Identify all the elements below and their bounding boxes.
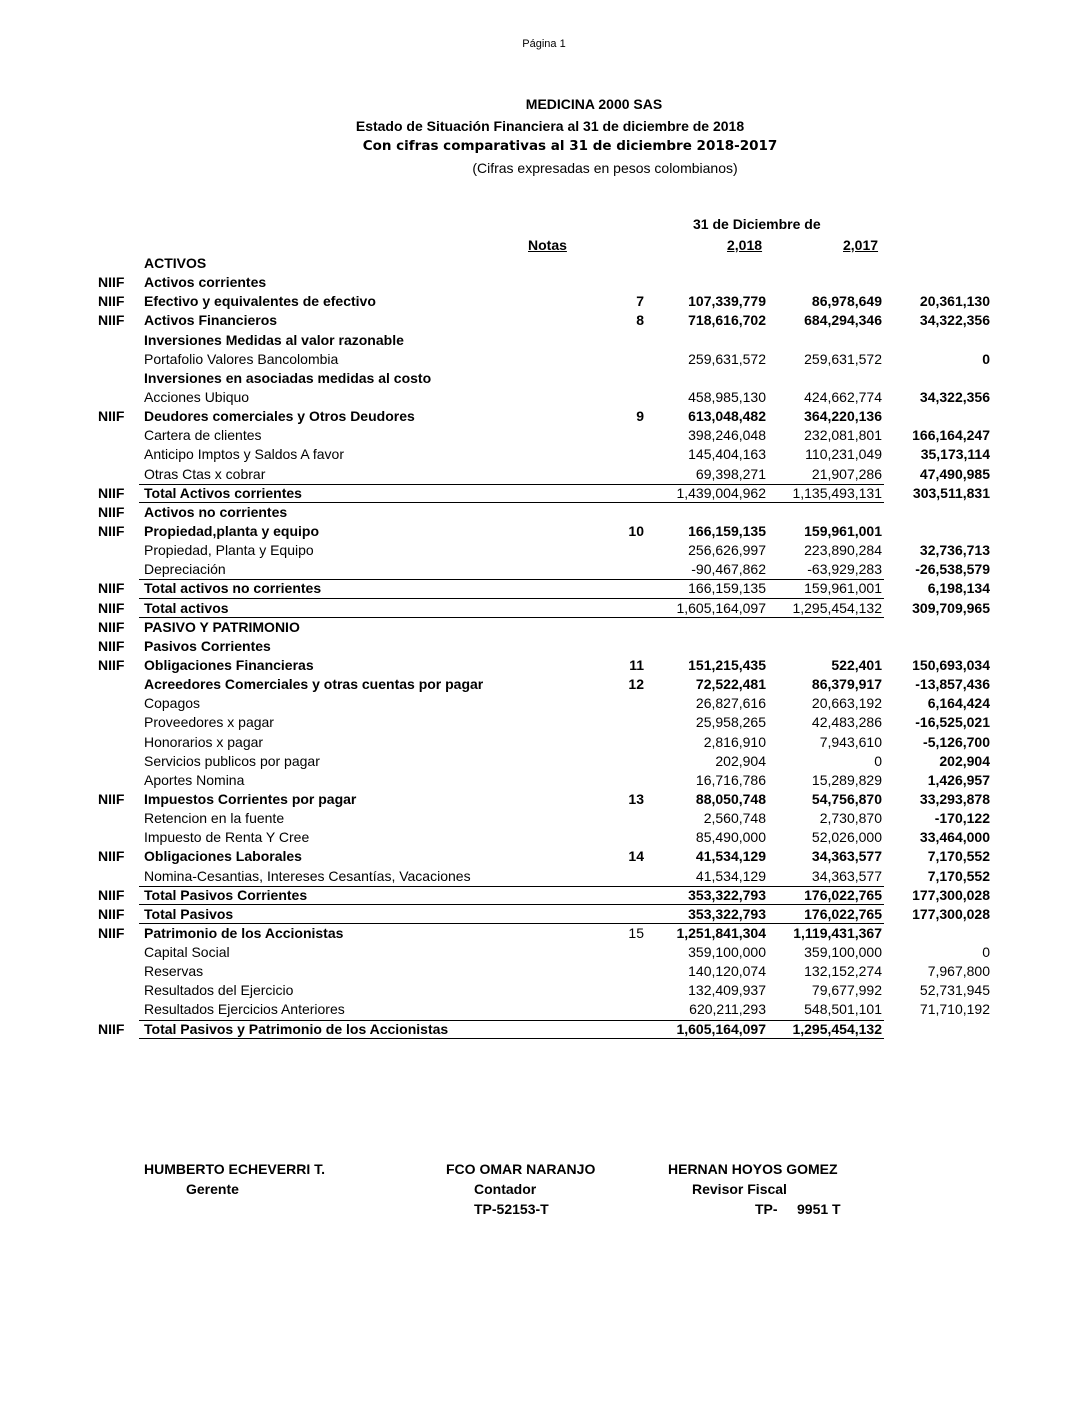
row-value-2018: 72,522,481	[695, 676, 766, 693]
row-value-2017: 21,907,286	[811, 465, 882, 482]
row-value-2018: 1,605,164,097	[676, 1020, 766, 1037]
table-row	[0, 254, 1088, 273]
row-label: Resultados Ejercicios Anteriores	[144, 1001, 345, 1018]
table-row	[0, 503, 1088, 522]
table-row	[0, 771, 1088, 790]
row-value-2017: 159,961,001	[804, 580, 882, 597]
gerente-name: HUMBERTO ECHEVERRI T.	[144, 1161, 325, 1177]
row-label: Propiedad, Planta y Equipo	[144, 542, 314, 559]
table-row	[0, 886, 1088, 905]
row-label: PASIVO Y PATRIMONIO	[144, 618, 300, 635]
row-value-2017: 424,662,774	[804, 388, 882, 405]
row-label: Patrimonio de los Accionistas	[144, 924, 344, 941]
row-label: Portafolio Valores Bancolombia	[144, 350, 339, 367]
row-value-2017: 223,890,284	[804, 542, 882, 559]
row-value-2017: 132,152,274	[804, 963, 882, 980]
period-header: 31 de Diciembre de	[693, 216, 821, 232]
row-nota: 15	[628, 924, 644, 941]
row-value-2018: 1,251,841,304	[676, 924, 766, 941]
row-value-2017: 359,100,000	[804, 944, 882, 961]
table-row	[0, 407, 1088, 426]
row-label: Nomina-Cesantias, Intereses Cesantías, Vacaciones	[144, 867, 471, 884]
row-label: Capital Social	[144, 944, 230, 961]
table-row	[0, 541, 1088, 560]
table-row	[0, 637, 1088, 656]
row-label: Honorarios x pagar	[144, 733, 264, 750]
row-value-2017: 364,220,136	[804, 408, 882, 425]
row-value-2017: 110,231,049	[805, 446, 882, 463]
row-tag: NIIF	[98, 1020, 125, 1037]
row-tag: NIIF	[98, 293, 125, 310]
row-nota: 7	[636, 293, 644, 310]
row-label: Acciones Ubiquo	[144, 388, 250, 405]
row-value-2018: 16,716,786	[695, 771, 766, 788]
row-variation: 33,293,878	[919, 790, 990, 807]
row-label: Anticipo Imptos y Saldos A favor	[144, 446, 344, 463]
row-tag: NIIF	[98, 274, 125, 291]
row-variation: 7,170,552	[927, 867, 990, 884]
row-label: Total Pasivos y Patrimonio de los Accionistas	[144, 1020, 449, 1037]
table-row	[0, 790, 1088, 809]
table-row	[0, 618, 1088, 637]
row-value-2018: 613,048,482	[688, 408, 766, 425]
table-row	[0, 445, 1088, 464]
table-row	[0, 733, 1088, 752]
row-variation: 150,693,034	[912, 656, 990, 673]
year-2018-header: 2,018	[727, 237, 763, 253]
table-row	[0, 867, 1088, 886]
table-row	[0, 522, 1088, 541]
row-value-2017: 159,961,001	[804, 522, 882, 539]
row-tag: NIIF	[98, 408, 125, 425]
row-nota: 9	[636, 408, 644, 425]
row-value-2018: 2,816,910	[703, 733, 766, 750]
table-row	[0, 273, 1088, 292]
row-label: Inversiones en asociadas medidas al costo	[144, 369, 432, 386]
row-value-2017: 34,363,577	[811, 848, 882, 865]
table-row	[0, 713, 1088, 732]
table-row	[0, 331, 1088, 350]
row-value-2018: 458,985,130	[688, 388, 766, 405]
table-row	[0, 943, 1088, 962]
table-row	[0, 426, 1088, 445]
row-label: Total activos no corrientes	[144, 580, 322, 597]
row-variation: 0	[982, 350, 990, 367]
row-value-2018: 398,246,048	[688, 427, 766, 444]
row-variation: 0	[982, 944, 990, 961]
row-variation: 33,464,000	[919, 829, 990, 846]
row-variation: 6,164,424	[927, 695, 990, 712]
row-variation: 177,300,028	[912, 905, 990, 922]
row-value-2017: 176,022,765	[804, 886, 882, 903]
row-value-2018: 26,827,616	[695, 695, 766, 712]
row-label: Inversiones Medidas al valor razonable	[144, 331, 404, 348]
statement-title: Estado de Situación Financiera al 31 de diciembre de 2018	[355, 118, 745, 134]
row-tag: NIIF	[98, 656, 125, 673]
row-variation: 32,736,713	[919, 542, 990, 559]
row-value-2017: 20,663,192	[811, 695, 882, 712]
row-label: Cartera de clientes	[144, 427, 262, 444]
row-value-2018: 620,211,293	[689, 1001, 766, 1018]
row-value-2017: 259,631,572	[804, 350, 882, 367]
row-label: Resultados del Ejercicio	[144, 982, 294, 999]
row-label: ACTIVOS	[144, 255, 207, 271]
row-value-2017: 79,677,992	[811, 982, 882, 999]
row-tag: NIIF	[98, 503, 125, 520]
row-value-2018: 256,626,997	[688, 542, 766, 559]
row-label: Retencion en la fuente	[144, 810, 285, 827]
row-value-2017: 1,295,454,132	[792, 599, 882, 616]
row-nota: 13	[628, 790, 644, 807]
row-value-2018: 88,050,748	[695, 790, 766, 807]
table-row	[0, 484, 1088, 503]
row-tag: NIIF	[98, 312, 125, 329]
contador-name: FCO OMAR NARANJO	[446, 1161, 596, 1177]
row-value-2017: 1,135,493,131	[792, 484, 882, 501]
table-row	[0, 599, 1088, 618]
row-value-2017: 86,379,917	[811, 676, 882, 693]
row-value-2017: 86,978,649	[811, 293, 882, 310]
row-value-2017: 42,483,286	[811, 714, 882, 731]
row-value-2018: 145,404,163	[688, 446, 766, 463]
row-label: Activos Financieros	[144, 312, 278, 329]
row-value-2017: 15,289,829	[811, 771, 882, 788]
row-value-2018: 107,339,779	[688, 293, 766, 310]
revisor-name: HERNAN HOYOS GOMEZ	[668, 1161, 838, 1177]
row-value-2017: 548,501,101	[804, 1001, 882, 1018]
row-value-2017: 34,363,577	[811, 867, 882, 884]
row-value-2018: 2,560,748	[703, 810, 766, 827]
row-value-2018: 151,215,435	[688, 656, 766, 673]
row-label: Servicios publicos por pagar	[144, 752, 320, 769]
row-tag: NIIF	[98, 790, 125, 807]
row-variation: 177,300,028	[912, 886, 990, 903]
row-label: Reservas	[144, 963, 204, 980]
table-row	[0, 1000, 1088, 1019]
row-label: Total activos	[144, 599, 229, 616]
row-nota: 12	[628, 676, 644, 693]
row-value-2017: 7,943,610	[819, 733, 882, 750]
row-tag: NIIF	[98, 905, 125, 922]
row-label: Activos corrientes	[144, 274, 267, 291]
row-tag: NIIF	[98, 618, 125, 635]
row-label: Proveedores x pagar	[144, 714, 274, 731]
row-label: Impuestos Corrientes por pagar	[144, 790, 357, 807]
row-label: Efectivo y equivalentes de efectivo	[144, 293, 376, 310]
row-variation: -5,126,700	[923, 733, 990, 750]
row-variation: 309,709,965	[912, 599, 990, 616]
row-label: Total Pasivos	[144, 905, 234, 922]
row-value-2017: 522,401	[831, 656, 882, 673]
row-variation: -16,525,021	[915, 714, 990, 731]
row-value-2018: 166,159,135	[688, 580, 766, 597]
row-value-2018: 202,904	[715, 752, 766, 769]
row-label: Acreedores Comerciales y otras cuentas por pagar	[144, 676, 484, 693]
row-label: Activos no corrientes	[144, 503, 288, 520]
row-tag: NIIF	[98, 848, 125, 865]
row-value-2017: 176,022,765	[804, 905, 882, 922]
revisor-role: Revisor Fiscal	[692, 1181, 787, 1197]
row-value-2018: 718,616,702	[688, 312, 766, 329]
contador-tp: TP-52153-T	[474, 1201, 549, 1217]
row-variation: 34,322,356	[919, 312, 990, 329]
notas-header: Notas	[528, 237, 567, 253]
row-variation: 1,426,957	[927, 771, 990, 788]
row-value-2018: 41,534,129	[695, 867, 766, 884]
table-row	[0, 905, 1088, 924]
row-value-2018: 353,322,793	[688, 905, 766, 922]
row-variation: 47,490,985	[919, 465, 990, 482]
table-row	[0, 962, 1088, 981]
table-row	[0, 752, 1088, 771]
gerente-role: Gerente	[186, 1181, 239, 1197]
row-value-2017: 1,119,431,367	[793, 924, 882, 941]
row-variation: 71,710,192	[919, 1001, 990, 1018]
row-variation: 34,322,356	[919, 388, 990, 405]
row-label: Aportes Nomina	[144, 771, 245, 788]
table-row	[0, 809, 1088, 828]
row-value-2018: -90,467,862	[691, 561, 766, 578]
row-value-2018: 166,159,135	[688, 522, 766, 539]
row-tag: NIIF	[98, 637, 125, 654]
row-tag: NIIF	[98, 484, 125, 501]
row-value-2017: 684,294,346	[804, 312, 882, 329]
row-value-2017: 0	[874, 752, 882, 769]
row-value-2017: 54,756,870	[811, 790, 882, 807]
row-variation: 6,198,134	[927, 580, 990, 597]
statement-subtitle: Con cifras comparativas al 31 de diciembre 2018-2017	[362, 138, 778, 154]
row-tag: NIIF	[98, 886, 125, 903]
row-tag: NIIF	[98, 599, 125, 616]
table-row	[0, 847, 1088, 866]
table-row	[0, 694, 1088, 713]
row-variation: -170,122	[934, 810, 990, 827]
row-value-2018: 69,398,271	[695, 465, 766, 482]
row-variation: 35,173,114	[920, 446, 990, 463]
revisor-tp: TP- 9951 T	[755, 1201, 841, 1217]
row-value-2017: 232,081,801	[804, 427, 882, 444]
row-label: Deudores comerciales y Otros Deudores	[144, 408, 415, 425]
table-row	[0, 465, 1088, 484]
row-value-2017: 52,026,000	[811, 829, 882, 846]
row-label: Depreciación	[144, 561, 226, 578]
row-variation: -13,857,436	[915, 676, 990, 693]
row-label: Obligaciones Financieras	[144, 656, 314, 673]
row-value-2018: 85,490,000	[695, 829, 766, 846]
contador-role: Contador	[474, 1181, 537, 1197]
table-row	[0, 579, 1088, 598]
row-nota: 10	[628, 522, 644, 539]
row-value-2018: 132,409,937	[688, 982, 766, 999]
row-label: Propiedad,planta y equipo	[144, 522, 320, 539]
table-row	[0, 675, 1088, 694]
row-value-2017: 1,295,454,132	[792, 1020, 882, 1037]
table-row	[0, 369, 1088, 388]
row-value-2018: 359,100,000	[688, 944, 766, 961]
row-value-2018: 1,439,004,962	[676, 484, 766, 501]
company-name: MEDICINA 2000 SAS	[525, 96, 663, 112]
row-label: Impuesto de Renta Y Cree	[144, 829, 310, 846]
row-label: Otras Ctas x cobrar	[144, 465, 266, 482]
table-row	[0, 388, 1088, 407]
row-variation: 166,164,247	[912, 427, 990, 444]
row-tag: NIIF	[98, 580, 125, 597]
balance-sheet-table	[0, 254, 1088, 1039]
row-variation: 202,904	[939, 752, 990, 769]
year-2017-header: 2,017	[843, 237, 879, 253]
row-value-2018: 353,322,793	[688, 886, 766, 903]
currency-note: (Cifras expresadas en pesos colombianos)	[472, 160, 738, 176]
table-row	[0, 656, 1088, 675]
row-tag: NIIF	[98, 522, 125, 539]
row-value-2018: 1,605,164,097	[676, 599, 766, 616]
row-nota: 14	[628, 848, 644, 865]
row-variation: 20,361,130	[919, 293, 990, 310]
row-label: Pasivos Corrientes	[144, 637, 271, 654]
page-number: Página 1	[522, 38, 566, 50]
table-row	[0, 1020, 1088, 1039]
row-label: Total Activos corrientes	[144, 484, 302, 501]
row-value-2017: -63,929,283	[807, 561, 882, 578]
table-row	[0, 981, 1088, 1000]
table-row	[0, 560, 1088, 579]
row-value-2018: 259,631,572	[688, 350, 766, 367]
row-tag: NIIF	[98, 924, 125, 941]
table-row	[0, 292, 1088, 311]
row-value-2018: 41,534,129	[695, 848, 766, 865]
row-variation: 52,731,945	[919, 982, 990, 999]
table-row	[0, 924, 1088, 943]
table-row	[0, 828, 1088, 847]
row-value-2018: 25,958,265	[695, 714, 766, 731]
row-value-2017: 2,730,870	[819, 810, 882, 827]
row-variation: 7,170,552	[927, 848, 990, 865]
table-row	[0, 311, 1088, 330]
row-variation: 303,511,831	[912, 484, 990, 501]
row-variation: 7,967,800	[927, 963, 990, 980]
table-row	[0, 350, 1088, 369]
row-nota: 11	[629, 656, 644, 673]
row-label: Copagos	[144, 695, 201, 712]
row-variation: -26,538,579	[915, 561, 990, 578]
row-label: Total Pasivos Corrientes	[144, 886, 308, 903]
row-value-2018: 140,120,074	[688, 963, 766, 980]
row-label: Obligaciones Laborales	[144, 848, 302, 865]
row-nota: 8	[636, 312, 644, 329]
